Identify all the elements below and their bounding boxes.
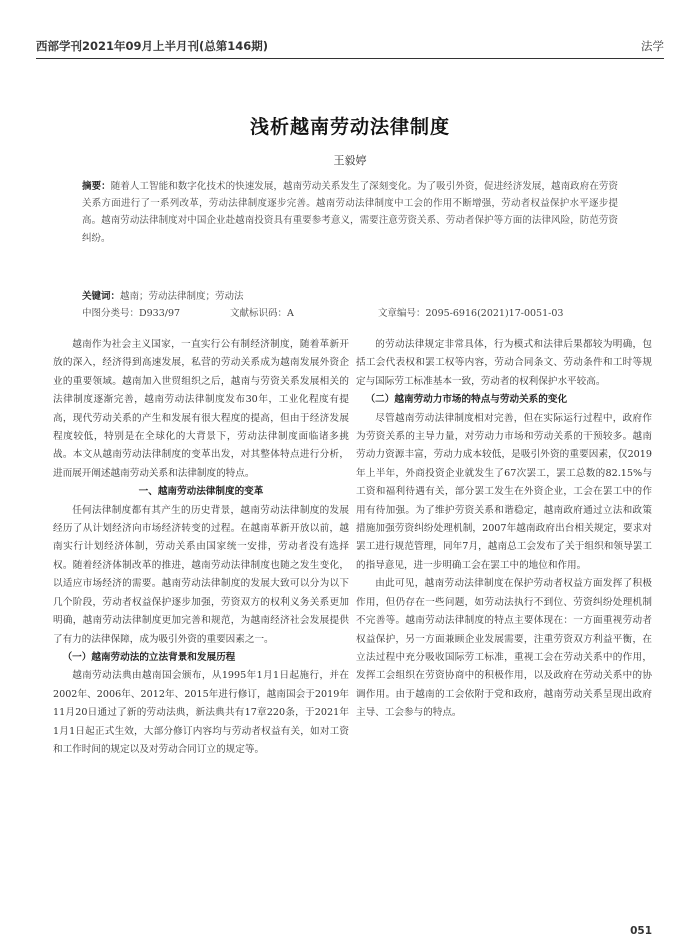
- running-header: [36, 36, 664, 59]
- paragraph: 任何法律制度都有其产生的历史背景，越南劳动法律制度的发展经历了从计划经济向市场经济转变的过程。在越南革新开放以前，越南实行计划经济体制，劳动关系由国家统一安排，劳动者没有选择权。随着经济体制改革的推进，越南劳动法律制度也随之发生变化，以适应市场经济的需要。越南劳动法律制度的发展大致可以分为以下几个阶段，劳动者权益保护逐步加强，劳资双方的权利义务关系更加明确，越南劳动法律制度更加完善和规范，为越南经济社会发展提供了有力的法律保障，成为吸引外资的重要因素之一。: [53, 504, 349, 645]
- paragraph: 尽管越南劳动法律制度相对完善，但在实际运行过程中，政府作为劳资关系的主导力量，对劳动力市场和劳动关系的干预较多。越南劳动力资源丰富，劳动力成本较低，是吸引外资的重要因素，仅2019年上半年，外商投资企业就发生了67次罢工，罢工总数的82.15%与工资和福利待遇有关，部分罢工发生在外资企业，工会在罢工中的作用有待加强。为了维护劳资关系和谐稳定，越南政府通过立法和政策措施加强劳资纠纷处理机制，2007年越南政府出台相关规定，要求对罢工进行规范管理，同年7月，越南总工会发布了关于组织和领导罢工的指导意见，进一步明确工会在罢工中的地位和作用。: [356, 412, 652, 571]
- section-label: 法学: [641, 39, 664, 53]
- abstract-label: 摘要：: [82, 181, 111, 192]
- subsection-heading: （一）越南劳动法的立法背景和发展历程: [62, 651, 236, 663]
- keywords-label: 关键词：: [82, 291, 121, 302]
- paragraph: 由此可见，越南劳动法律制度在保护劳动者权益方面发挥了积极作用，但仍存在一些问题，如劳动法执行不到位、劳资纠纷处理机制不完善等。越南劳动法律制度的特点主要体现在：一方面重视劳动者权益保护，另一方面兼顾企业发展需要，注重劳资双方利益平衡，在立法过程中充分吸收国际劳工标准，重视工会在劳动关系中的作用，发挥工会组织在劳资协商中的积极作用，以及政府在劳动关系中的协调作用。由于越南的工会依附于党和政府，越南劳动关系呈现出政府主导、工会参与的特点。: [356, 578, 652, 719]
- clc-number: 中图分类号：D933/97: [82, 308, 181, 319]
- article-title: 浅析越南劳动法律制度: [249, 116, 450, 138]
- keywords: [82, 289, 618, 305]
- paragraph: 的劳动法律规定非常具体，行为模式和法律后果都较为明确，包括工会代表权和罢工权等内容，劳动合同条文、劳动条件和工时等规定与国际劳工标准基本一致，劳动者的权利保护水平较高。: [356, 339, 652, 387]
- article-number: 文章编号：2095-6916(2021)17-0051-03: [378, 308, 564, 319]
- journal-name: 西部学刊2021年09月上半月刊(总第146期): [36, 39, 269, 53]
- body-column-left: [53, 336, 349, 759]
- document-code: 文献标识码：A: [230, 308, 294, 319]
- abstract-text: 随着人工智能和数字化技术的快速发展，越南劳动关系发生了深刻变化。为了吸引外资，促进经济发展，越南政府在劳资关系方面进行了一系列改革，劳动法律制度逐步完善。越南劳动法律制度中工会的作用不断增强，劳动者权益保护水平逐步提高。越南劳动法律制度对中国企业赴越南投资具有重要参考意义，需要注意劳资关系、劳动者保护等方面的法律风险，防范劳资纠纷。: [82, 181, 618, 244]
- keywords-text: 越南；劳动法律制度；劳动法: [120, 291, 244, 302]
- abstract: [82, 178, 618, 247]
- page-number: 051: [630, 925, 652, 937]
- section-heading: 一、越南劳动法律制度的变革: [138, 486, 264, 498]
- subsection-heading: （二）越南劳动力市场的特点与劳动关系的变化: [365, 394, 568, 406]
- paragraph: 越南劳动法典由越南国会颁布，从1995年1月1日起施行，并在2002年、2006年、2012年、2015年进行修订，越南国会于2019年11月20日通过了新的劳动法典，新法典共有17章220条，于2021年1月1日起正式生效，大部分修订内容均与劳动者权益有关，如对工资和工作时间的规定以及对劳动合同订立的规定等。: [53, 670, 349, 755]
- body-column-right: [356, 336, 652, 723]
- paragraph: 越南作为社会主义国家，一直实行公有制经济制度，随着革新开放的深入，经济得到高速发展，私营的劳动关系成为越南发展外资企业的重要领域。越南加入世贸组织之后，越南与劳资关系发展相关的法律制度逐渐完善，越南劳动法律制度发布30年，工业化程度有提高，现代劳动关系的产生和发展有很大程度的提高，但由于经济发展程度较低，特别是在全球化的大背景下，劳动法律制度面临诸多挑战。本文从越南劳动法律制度的变革出发，对其整体特点进行分析，进而展开阐述越南劳动关系和法律制度的特点。: [53, 339, 349, 479]
- author-name: 王毅婷: [333, 154, 367, 167]
